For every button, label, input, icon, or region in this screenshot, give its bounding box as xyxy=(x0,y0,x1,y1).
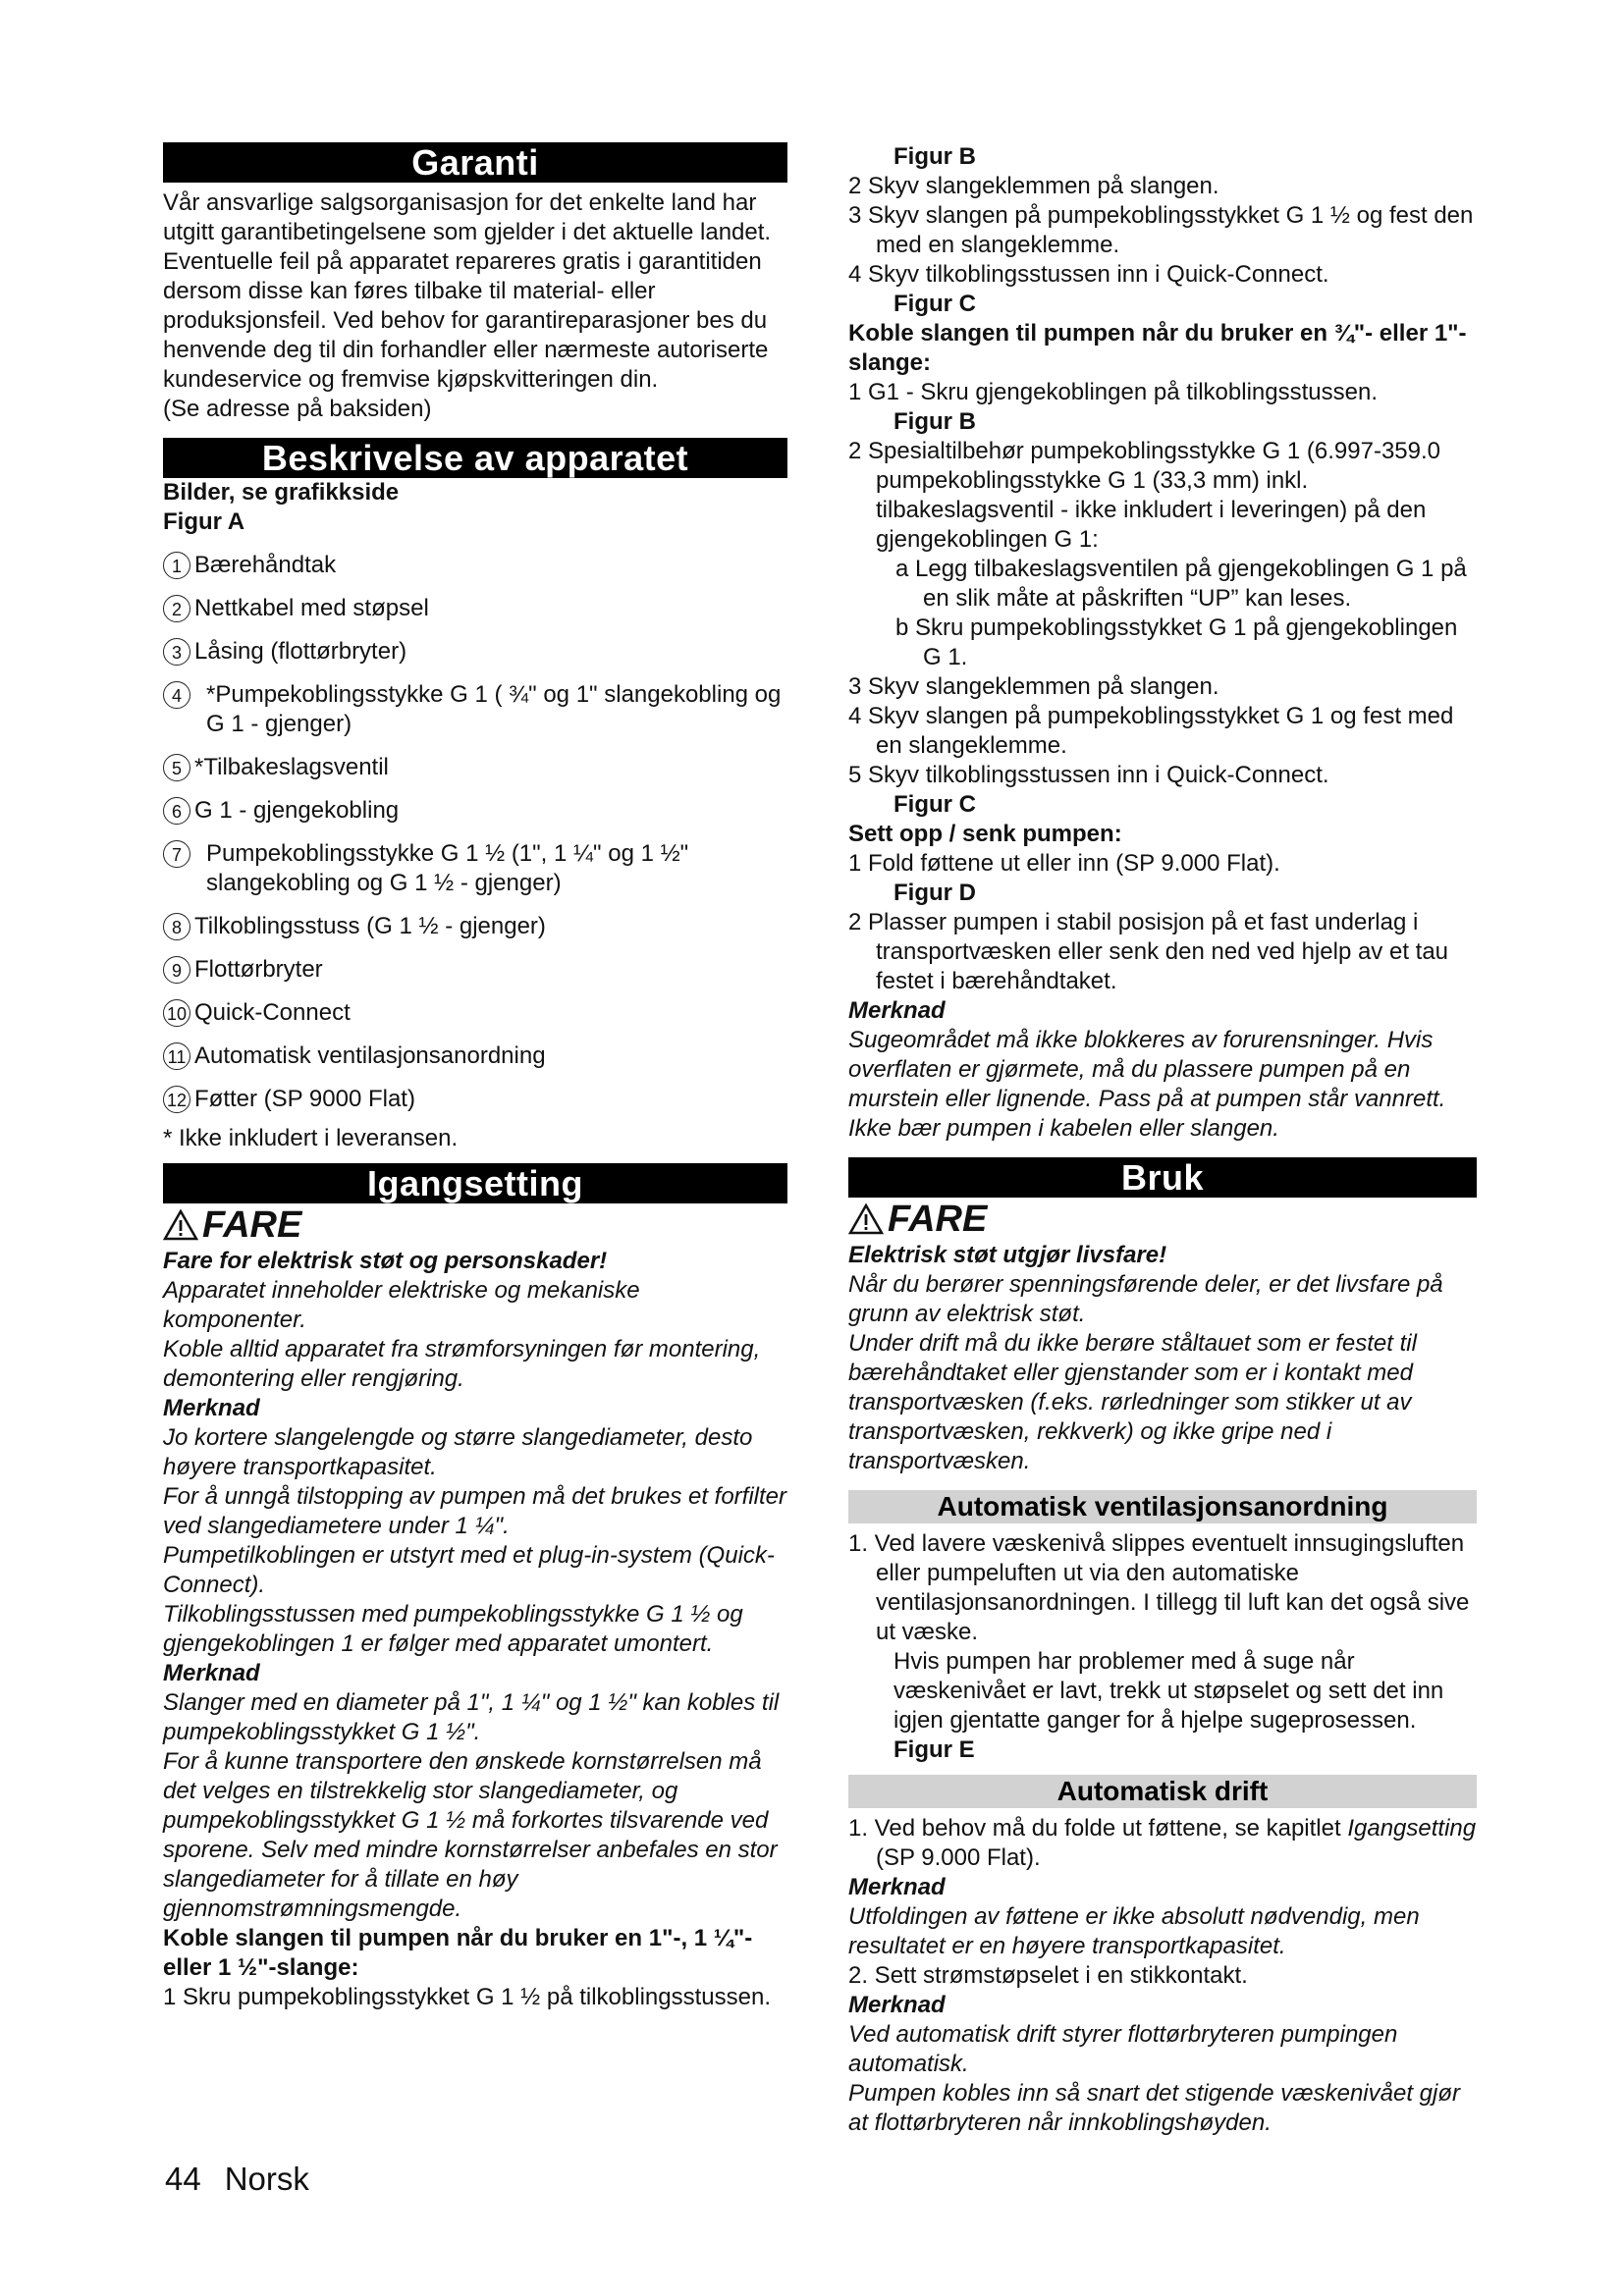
step-item xyxy=(848,1814,1477,1873)
figur-label: Figur C xyxy=(893,791,976,818)
fare-title: Elektrisk støt utgjør livsfare! xyxy=(848,1242,1167,1268)
figure-item-list xyxy=(163,551,787,1114)
merknad-text: For å unngå tilstopping av pumpen må det brukes et forfilter ved slangediametere under 1 ¼". xyxy=(163,1483,787,1539)
figure-item-text: Quick-Connect xyxy=(194,999,351,1026)
fare-text: Under drift må du ikke berøre ståltauet som er festet til bærehåndtaket eller gjenstander som er i kontakt med transportvæsken (f.eks. rørledninger som stikker ut av transportvæsken, rekkverk) og ikke gripe ned i transportvæsken. xyxy=(848,1330,1417,1474)
figure-item xyxy=(163,551,787,580)
step-item: 4 Skyv tilkoblingsstussen inn i Quick-Connect. xyxy=(848,261,1329,288)
step-item: 4 Skyv slangen på pumpekoblingsstykket G 1 og fest med en slangeklemme. xyxy=(848,703,1454,759)
figure-item xyxy=(163,912,787,941)
number-circle-icon: 1 xyxy=(163,552,190,579)
merknad-label: Merknad xyxy=(848,1874,946,1900)
left-column xyxy=(163,142,787,2012)
number-circle-icon: 4 xyxy=(163,681,190,709)
merknad-label: Merknad xyxy=(848,1992,946,2018)
figur-label: Figur D xyxy=(893,880,976,906)
right-column xyxy=(848,142,1477,2138)
step-text: (SP 9.000 Flat). xyxy=(876,1844,1041,1871)
warning-triangle-icon xyxy=(848,1203,884,1235)
figure-item-text: Automatisk ventilasjonsanordning xyxy=(194,1042,546,1069)
page-number: 44 xyxy=(165,2161,201,2197)
merknad-text: Utfoldingen av føttene er ikke absolutt nødvendig, men resultatet er en høyere transportkapasitet. xyxy=(848,1903,1420,1959)
figure-item-text: Bærehåndtak xyxy=(194,552,337,578)
substep-item: a Legg tilbakeslagsventilen på gjengekoblingen G 1 på en slik måte at påskriften “UP” kan leses. xyxy=(895,556,1467,612)
garanti-heading: Garanti xyxy=(163,142,787,183)
step-item: 2 Skyv slangeklemmen på slangen. xyxy=(848,173,1219,199)
step-item: 3 Skyv slangeklemmen på slangen. xyxy=(848,673,1219,700)
merknad-text: Sugeområdet må ikke blokkeres av forurensninger. Hvis overflaten er gjørmete, må du plassere pumpen på en murstein eller lignende. Pass på at pumpen står vannrett. Ikke bær pumpen i kabelen eller slangen. xyxy=(848,1027,1446,1142)
fare-text: Koble alltid apparatet fra strømforsyningen før montering, demontering eller rengjøring. xyxy=(163,1336,761,1392)
step-item: 2 Plasser pumpen i stabil posisjon på et fast underlag i transportvæsken eller senk den ned ved hjelp av et tau festet i bærehåndtaket. xyxy=(848,909,1449,994)
number-circle-icon: 11 xyxy=(163,1042,190,1070)
bilder-label: Bilder, se grafikkside xyxy=(163,479,400,506)
page-footer xyxy=(165,2160,309,2199)
step-item: 3 Skyv slangen på pumpekoblingsstykket G 1 ½ og fest den med en slangeklemme. xyxy=(848,202,1474,258)
fare-warning xyxy=(848,1198,1477,1241)
figure-item-text: Pumpekoblingsstykke G 1 ½ (1", 1 ¼" og 1 ½" slangekobling og G 1 ½ - gjenger) xyxy=(206,840,689,896)
figure-item-text: Nettkabel med støpsel xyxy=(194,595,429,621)
merknad-text: Pumpetilkoblingen er utstyrt med et plug-in-system (Quick-Connect). xyxy=(163,1542,775,1598)
koble-heading: Koble slangen til pumpen når du bruker en 1"-, 1 ¼"- eller 1 ½"-slange: xyxy=(163,1925,753,1981)
figure-item xyxy=(163,680,787,739)
merknad-text: For å kunne transportere den ønskede kornstørrelsen må det velges en tilstrekkelig stor slangediameter, og pumpekoblingsstykket G 1 ½ må forkortes tilsvarende ved sporene. Selv med mindre kornstørrelser anbefales en stor slangediameter for å tillate en høy gjennomstrømningsmengde. xyxy=(163,1748,778,1922)
figur-label: Figur B xyxy=(893,143,976,170)
figure-item-text: *Tilbakeslagsventil xyxy=(194,754,389,780)
number-circle-icon: 5 xyxy=(163,754,190,781)
merknad-label: Merknad xyxy=(848,997,946,1024)
garanti-address: (Se adresse på baksiden) xyxy=(163,396,432,422)
step-item: 1 Skru pumpekoblingsstykket G 1 ½ på tilkoblingsstussen. xyxy=(163,1984,771,2010)
step-item: 1 Fold føttene ut eller inn (SP 9.000 Flat). xyxy=(848,850,1280,877)
figure-item xyxy=(163,998,787,1028)
figur-label: Figur B xyxy=(893,408,976,435)
fare-text: Når du berører spenningsførende deler, er det livsfare på grunn av elektrisk støt. xyxy=(848,1271,1443,1327)
chapter-reference: Igangsetting xyxy=(1347,1815,1477,1842)
merknad-text: Tilkoblingsstussen med pumpekoblingsstykke G 1 ½ og gjengekoblingen 1 er følger med apparatet umontert. xyxy=(163,1601,743,1657)
merknad-text: Pumpen kobles inn så snart det stigende væskenivået gjør at flottørbryteren når innkoblingshøyden. xyxy=(848,2080,1461,2136)
fare-title: Fare for elektrisk støt og personskader! xyxy=(163,1248,608,1274)
not-included-note: * Ikke inkludert i leveransen. xyxy=(163,1125,459,1151)
fare-label: FARE xyxy=(888,1199,988,1240)
step-item: 1. Ved lavere væskenivå slippes eventuelt innsugingsluften eller pumpeluften ut via den automatiske ventilasjonsanordningen. I tillegg til luft kan det også sive ut væske. xyxy=(848,1530,1470,1645)
number-circle-icon: 3 xyxy=(163,638,190,666)
figur-a-label: Figur A xyxy=(163,508,245,535)
figure-item-text: *Pumpekoblingsstykke G 1 ( ¾" og 1" slangekobling og G 1 - gjenger) xyxy=(206,681,782,737)
figure-item xyxy=(163,637,787,667)
number-circle-icon: 2 xyxy=(163,595,190,622)
merknad-text: Slanger med en diameter på 1", 1 ¼" og 1 ½" kan kobles til pumpekoblingsstykket G 1 ½". xyxy=(163,1689,780,1745)
number-circle-icon: 12 xyxy=(163,1086,190,1113)
garanti-text: Vår ansvarlige salgsorganisasjon for det enkelte land har utgitt garantibetingelsene som gjelder i det aktuelle landet. Eventuelle feil på apparatet repareres gratis i garantitiden dersom disse kan føres tilbake til material- eller produksjonsfeil. Ved behov for garantireparasjoner bes du henvende deg til din forhandler eller nærmeste autoriserte kundeservice og fremvise kjøpskvitteringen din. xyxy=(163,189,772,393)
step-text: 1. Ved behov må du folde ut føttene, se kapitlet xyxy=(848,1815,1341,1842)
figure-item-text: Tilkoblingsstuss (G 1 ½ - gjenger) xyxy=(194,913,546,939)
step-item: 2 Spesialtilbehør pumpekoblingsstykke G 1 (6.997-359.0 pumpekoblingsstykke G 1 (33,3 mm) inkl. tilbakeslagsventil - ikke inkludert i leveringen) på den gjengekoblingen G 1: xyxy=(848,438,1440,553)
figure-item xyxy=(163,839,787,898)
fare-text: Apparatet inneholder elektriske og mekaniske komponenter. xyxy=(163,1277,640,1333)
number-circle-icon: 10 xyxy=(163,999,190,1027)
step-item: 1 G1 - Skru gjengekoblingen på tilkoblingsstussen. xyxy=(848,379,1378,405)
fare-label: FARE xyxy=(202,1204,302,1246)
figure-item xyxy=(163,955,787,985)
figure-item xyxy=(163,753,787,782)
figure-item xyxy=(163,796,787,826)
figur-label: Figur E xyxy=(893,1736,975,1763)
fare-warning xyxy=(163,1203,787,1247)
igangsetting-heading: Igangsetting xyxy=(163,1163,787,1203)
figure-item xyxy=(163,1041,787,1071)
merknad-text: Jo kortere slangelengde og større slangediameter, desto høyere transportkapasitet. xyxy=(163,1424,753,1480)
number-circle-icon: 8 xyxy=(163,913,190,940)
merknad-label: Merknad xyxy=(163,1660,260,1686)
number-circle-icon: 7 xyxy=(163,840,190,868)
merknad-label: Merknad xyxy=(163,1395,260,1421)
figure-item xyxy=(163,1085,787,1114)
merknad-text: Ved automatisk drift styrer flottørbryteren pumpingen automatisk. xyxy=(848,2021,1398,2077)
koble-heading: Koble slangen til pumpen når du bruker en ¾"- eller 1"-slange: xyxy=(848,320,1467,376)
sett-opp-heading: Sett opp / senk pumpen: xyxy=(848,821,1122,847)
warning-triangle-icon xyxy=(163,1209,198,1241)
figure-item-text: Føtter (SP 9000 Flat) xyxy=(194,1086,415,1112)
footer-language: Norsk xyxy=(224,2161,309,2197)
figur-label: Figur C xyxy=(893,291,976,317)
figure-item-text: Låsing (flottørbryter) xyxy=(194,638,407,665)
step-item: 2. Sett strømstøpselet i en stikkontakt. xyxy=(848,1962,1248,1989)
figure-item xyxy=(163,594,787,623)
beskrivelse-heading: Beskrivelse av apparatet xyxy=(163,438,787,478)
figure-item-text: G 1 - gjengekobling xyxy=(194,797,400,824)
number-circle-icon: 9 xyxy=(163,956,190,984)
step-item: 5 Skyv tilkoblingsstussen inn i Quick-Connect. xyxy=(848,762,1329,788)
figure-item-text: Flottørbryter xyxy=(194,956,323,983)
substep-item: b Skru pumpekoblingsstykket G 1 på gjengekoblingen G 1. xyxy=(895,614,1458,670)
auto-drift-heading: Automatisk drift xyxy=(848,1775,1477,1808)
bruk-heading: Bruk xyxy=(848,1157,1477,1198)
step-continuation: Hvis pumpen har problemer med å suge når væskenivået er lavt, trekk ut støpselet og sett det inn igjen gjentatte ganger for å hjelpe sugeprosessen. xyxy=(893,1648,1444,1734)
auto-vent-heading: Automatisk ventilasjonsanordning xyxy=(848,1490,1477,1523)
number-circle-icon: 6 xyxy=(163,797,190,825)
